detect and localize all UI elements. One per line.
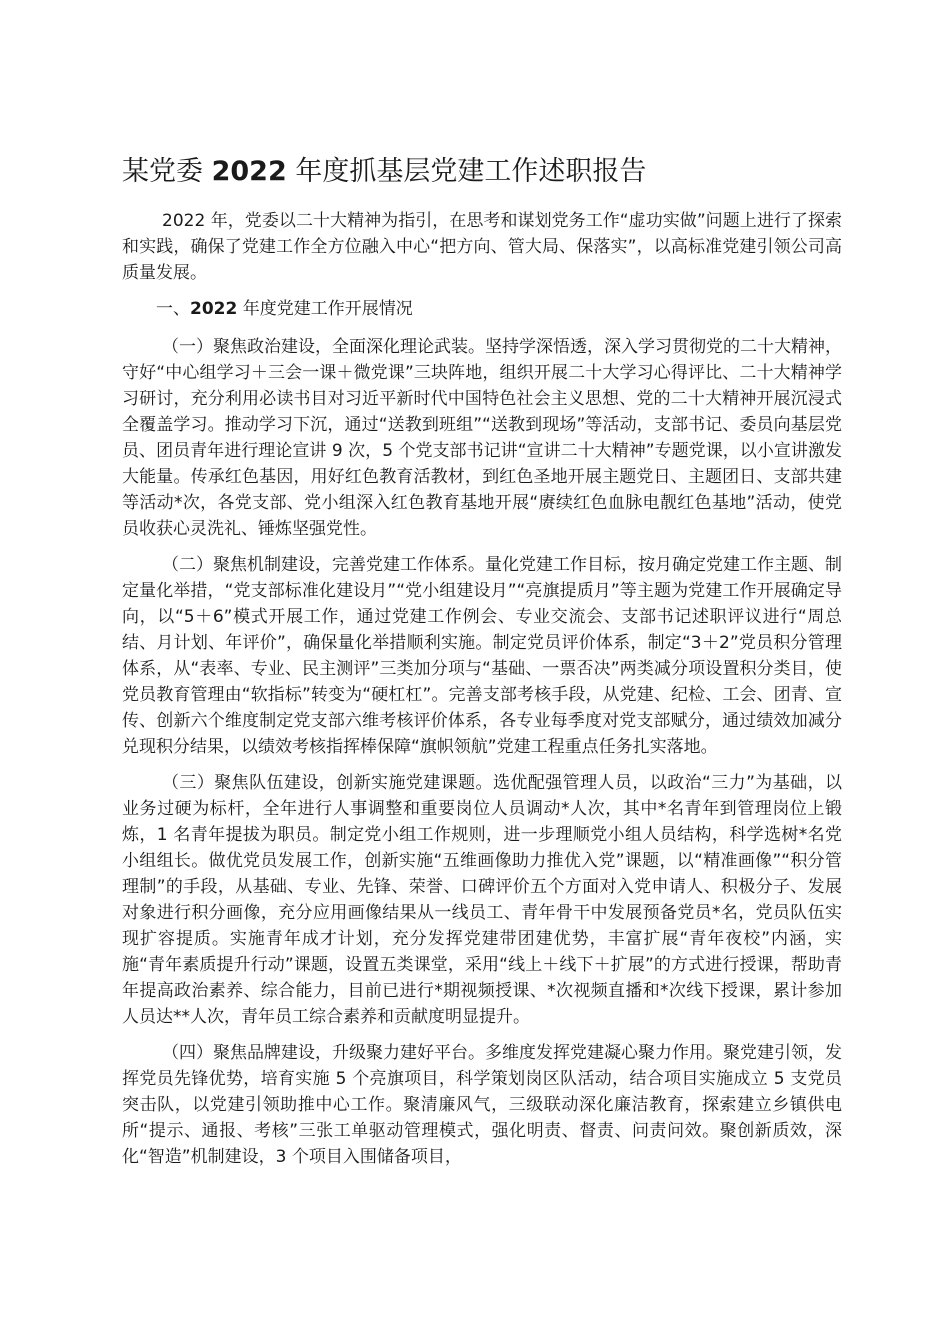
section-heading-prefix: 一、 bbox=[156, 299, 190, 319]
paragraph-brand-building: （四）聚焦品牌建设，升级聚力建好平台。多维度发挥党建凝心聚力作用。聚党建引领，发挥党员先锋优势，培育实施 5 个亮旗项目，科学策划岗区队活动，结合项目实施成立 5 支党员突击队，以党建引领助推中心工作。聚清廉风气，三级联动深化廉洁教育，探索建立乡镇供电所“提示、通报、考核”三张工单驱动管理模式，强化明责、督责、问责问效。聚创新质效，深化“智造”机制建设，3 个项目入围储备项目， bbox=[122, 1043, 842, 1167]
section-heading-year: 2022 bbox=[190, 299, 238, 319]
paragraph-political-building: （一）聚焦政治建设，全面深化理论武装。坚持学深悟透，深入学习贯彻党的二十大精神，守好“中心组学习＋三会一课＋微党课”三块阵地，组织开展二十大学习心得评比、二十大精神学习研讨，充分利用必读书目对习近平新时代中国特色社会主义思想、党的二十大精神开展沉浸式全覆盖学习。推动学习下沉，通过“送教到班组”“送教到现场”等活动，支部书记、委员向基层党员、团员青年进行理论宣讲 9 次，5 个党支部书记讲“宣讲二十大精神”专题党课，以小宣讲激发大能量。传承红色基因，用好红色教育活教材，到红色圣地开展主题党日、主题团日、支部共建等活动*次，各党支部、党小组深入红色教育基地开展“赓续红色血脉电靓红色基地”活动，使党员收获心灵洗礼、锤炼坚强党性。 bbox=[122, 337, 842, 539]
title-suffix: 年度抓基层党建工作述职报告 bbox=[286, 156, 647, 187]
section-heading bbox=[122, 296, 842, 322]
document-body bbox=[122, 208, 842, 1180]
title-year: 2022 bbox=[211, 156, 287, 187]
title-prefix: 某党委 bbox=[122, 156, 212, 187]
intro-paragraph: 2022 年，党委以二十大精神为指引，在思考和谋划党务工作“虚功实做”问题上进行了探索和实践，确保了党建工作全方位融入中心“把方向、管大局、保落实”，以高标准党建引领公司高质量发展。 bbox=[122, 211, 842, 283]
document-title bbox=[122, 152, 842, 192]
paragraph-mechanism-building: （二）聚焦机制建设，完善党建工作体系。量化党建工作目标，按月确定党建工作主题、制定量化举措，“党支部标准化建设月”“党小组建设月”“亮旗提质月”等主题为党建工作开展确定导向，以“5＋6”模式开展工作，通过党建工作例会、专业交流会、支部书记述职评议进行“周总结、月计划、年评价”，确保量化举措顺利实施。制定党员评价体系，制定“3＋2”党员积分管理体系，从“表率、专业、民主测评”三类加分项与“基础、一票否决”两类减分项设置积分类目，使党员教育管理由“软指标”转变为“硬杠杠”。完善支部考核手段，从党建、纪检、工会、团青、宣传、创新六个维度制定党支部六维考核评价体系，各专业每季度对党支部赋分，通过绩效加减分兑现积分结果，以绩效考核指挥棒保障“旗帜领航”党建工程重点任务扎实落地。 bbox=[122, 555, 842, 757]
section-heading-suffix: 年度党建工作开展情况 bbox=[237, 299, 413, 319]
paragraph-team-building: （三）聚焦队伍建设，创新实施党建课题。选优配强管理人员，以政治“三力”为基础，以业务过硬为标杆，全年进行人事调整和重要岗位人员调动*人次，其中*名青年到管理岗位上锻炼，1 名青年提拔为职员。制定党小组工作规则，进一步理顺党小组人员结构，科学选树*名党小组组长。做优党员发展工作，创新实施“五维画像助力推优入党”课题，以“精准画像”“积分管理制”的手段，从基础、专业、先锋、荣誉、口碑评价五个方面对入党申请人、积极分子、发展对象进行积分画像，充分应用画像结果从一线员工、青年骨干中发展预备党员*名，党员队伍实现扩容提质。实施青年成才计划，充分发挥党建带团建优势，丰富扩展“青年夜校”内涵，实施“青年素质提升行动”课题，设置五类课堂，采用“线上＋线下＋扩展”的方式进行授课，帮助青年提高政治素养、综合能力，目前已进行*期视频授课、*次视频直播和*次线下授课，累计参加人员达**人次，青年员工综合素养和贡献度明显提升。 bbox=[122, 773, 842, 1027]
